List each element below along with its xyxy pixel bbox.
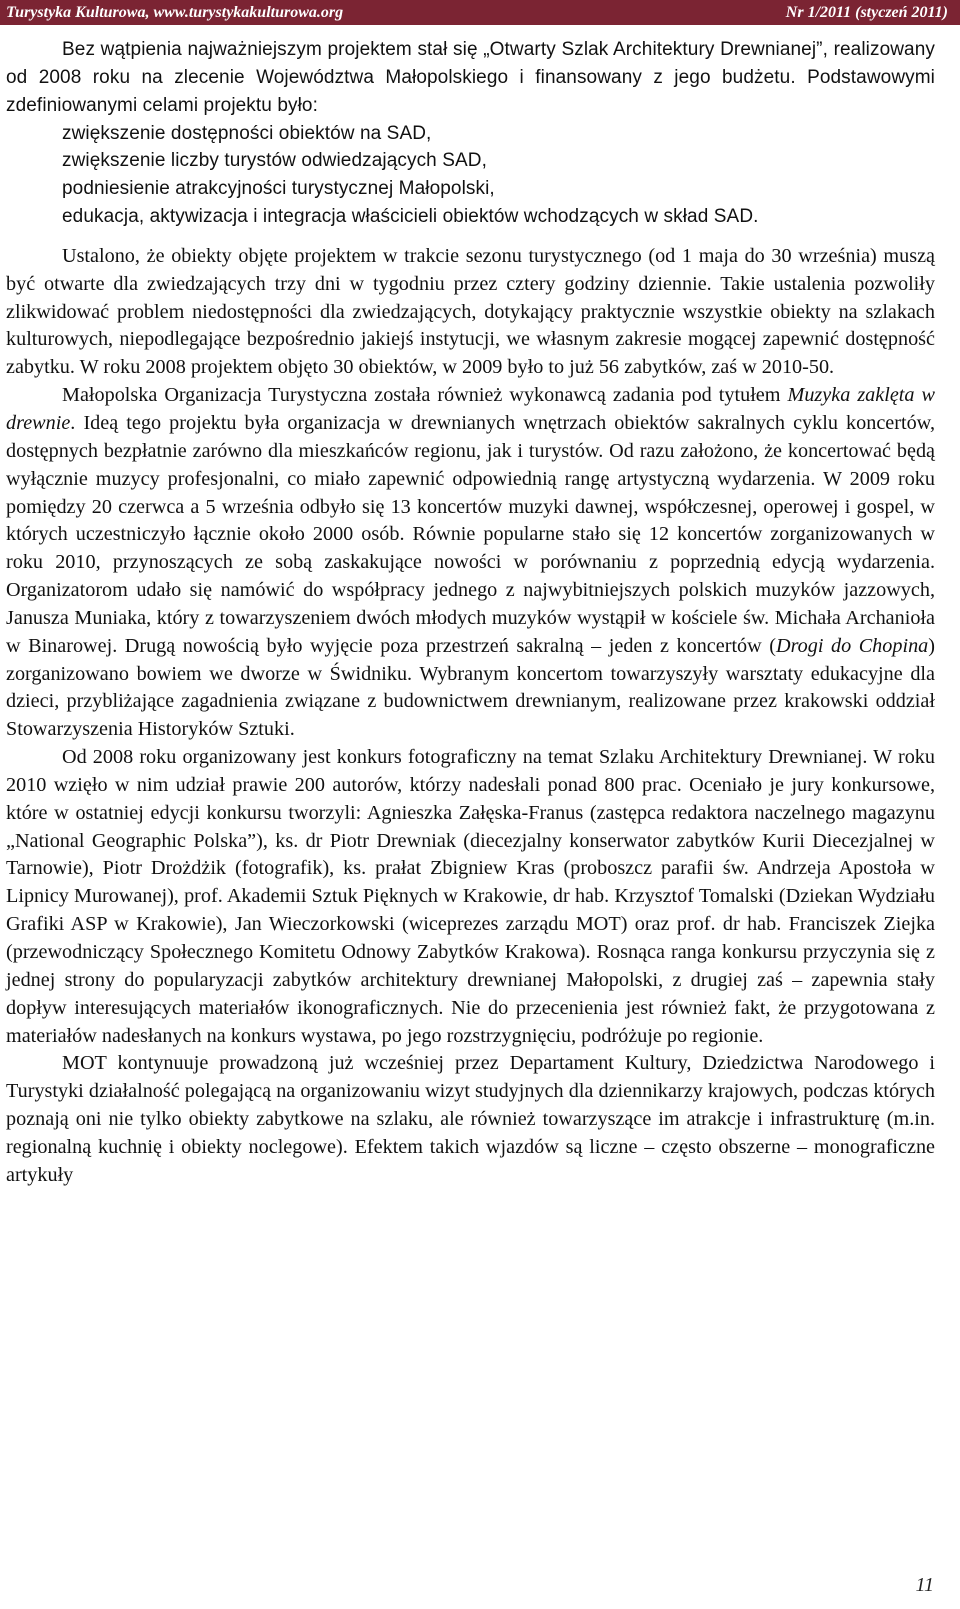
paragraph-music-project — [6, 382, 935, 744]
p2-text-c: ) zorganizowano bowiem we dworze w Świdniku. Wybranym koncertom towarzyszyły warsztaty edukacyjne dla dzieci, przybliżające zagadnienia związane z budownictwem drewnianym, realizowane przez krakowski oddział Stowarzyszenia Historyków Sztuki. — [6, 634, 935, 741]
intro-paragraph — [6, 36, 935, 120]
page-header — [0, 0, 960, 25]
paragraph-photo-contest: Od 2008 roku organizowany jest konkurs fotograficzny na temat Szlaku Architektury Drewnianej. W roku 2010 wzięło w nim udział prawie 200 autorów, którzy nadesłali ponad 800 prac. Oceniało je jury konkursowe, które w ostatniej edycji konkursu tworzyli: Agnieszka Załęska-Franus (zastępca redaktora naczelnego magazynu „National Geographic Polska”), ks. dr Piotr Drewniak (diecezjalny konserwator zabytków Kurii Diecezjalnej w Tarnowie), Piotr Drożdżik (fotografik), ks. prałat Zbigniew Kras (proboszcz parafii św. Andrzeja Apostoła w Lipnicy Murowanej), prof. Akademii Sztuk Pięknych w Krakowie, dr hab. Krzysztof Tomalski (Dziekan Wydziału Grafiki ASP w Krakowie), Jan Wieczorkowski (wiceprezes zarządu MOT) oraz prof. dr hab. Franciszek Ziejka (przewodniczący Społecznego Komitetu Odnowy Zabytków Krakowa). Rosnąca ranga konkursu przyczynia się z jednej strony do popularyzacji zabytków architektury drewnianej Małopolski, z drugiej zaś – zapewnia stały dopływ interesujących materiałów ikonograficznych. Nie do przecenienia jest również fakt, że przygotowana z materiałów nadesłanych na konkurs wystawa, po jego rozstrzygnięciu, podróżuje po regionie. — [6, 746, 935, 1047]
project-goals-list — [6, 120, 935, 231]
list-item: edukacja, aktywizacja i integracja właścicieli obiektów wchodzących w skład SAD. — [62, 206, 759, 228]
paragraph-gap — [6, 231, 935, 243]
article-body — [6, 36, 935, 1190]
intro-text-a: Bez wątpienia najważniejszym projektem stał się „Otwarty Szlak Architektury Drewnianej”, realizowany od 2008 roku na zlecenie Województwa Małopolskiego i finansowany z jego budżetu. — [6, 39, 935, 88]
intro-text-b: Podstawowymi zdefiniowanymi celami projektu było: — [6, 66, 935, 116]
p2-text-b: . Ideą tego projektu była organizacja w drewnianych wnętrzach obiektów sakralnych cyklu koncertów, dostępnych bezpłatnie zarówno dla mieszkańców regionu, jak i turystów. Od razu założono, że koncertować będą wyłącznie muzycy profesjonalni, co miało zapewnić odpowiednią rangę artystyczną wydarzenia. W 2009 roku pomiędzy 20 czerwca a 5 września odbyło się 13 koncertów muzyki dawnej, współczesnej, operowej i gospel, w których uczestniczyło łącznie około 2000 osób. Równie popularne stało się 12 koncertów zorganizowanych w roku 2010, przynoszących ze sobą zaskakujące nowości w porównaniu z poprzednią edycją wydarzenia. Organizatorom udało się namówić do współpracy jednego z najwybitniejszych polskich muzyków jazzowych, Janusza Muniaka, który z towarzyszeniem dwóch młodych muzyków wystąpił w kościele św. Michała Archanioła w Binarowej. Drugą nowością było wyjęcie poza przestrzeń sakralną – jeden z koncertów ( — [6, 411, 935, 657]
p2-text-a: Małopolska Organizacja Turystyczna została również wykonawcą zadania pod tytułem — [62, 384, 788, 407]
p2-title-italic: Muzyka zaklęta w drewnie — [6, 384, 936, 434]
paragraph-study-visits: MOT kontynuuje prowadzoną już wcześniej przez Departament Kultury, Dziedzictwa Narodowego i Turystyki działalność polegającą na organizowaniu wizyt studyjnych dla dziennikarzy krajowych, podczas których poznają oni nie tylko obiekty zabytkowe na szlaku, ale również towarzyszące im atrakcje i infrastrukturę (m.in. regionalną kuchnię i obiekty noclegowe). Efektem takich wjazdów są liczne – często obszerne – monograficzne artykuły — [6, 1052, 935, 1186]
header-issue-number: Nr 1/2011 (styczeń 2011) — [785, 4, 948, 21]
p2-title-italic-2: Drogi do Chopina — [775, 634, 929, 657]
paragraph-opening-hours: Ustalono, że obiekty objęte projektem w trakcie sezonu turystycznego (od 1 maja do 30 września) muszą być otwarte dla zwiedzających trzy dni w tygodniu przez cztery godziny dziennie. Takie ustalenia pozwoliły zlikwidować problem niedostępności dla zwiedzających, dotykający praktycznie wszystkie obiekty na szlakach kulturowych, niepodlegające bezpośrednio jakiejś instytucji, we własnym zakresie mogącej zapewnić dostępność zabytku. W roku 2008 projektem objęto 30 obiektów, w 2009 było to już 56 zabytków, zaś w 2010-50. — [6, 244, 935, 379]
list-item: zwiększenie liczby turystów odwiedzających SAD, — [62, 150, 487, 172]
list-item: podniesienie atrakcyjności turystycznej Małopolski, — [62, 178, 495, 200]
list-item: zwiększenie dostępności obiektów na SAD, — [62, 122, 432, 144]
header-journal-title: Turystyka Kulturowa, www.turystykakulturowa.org — [6, 4, 344, 21]
page-number: 11 — [915, 1574, 934, 1596]
